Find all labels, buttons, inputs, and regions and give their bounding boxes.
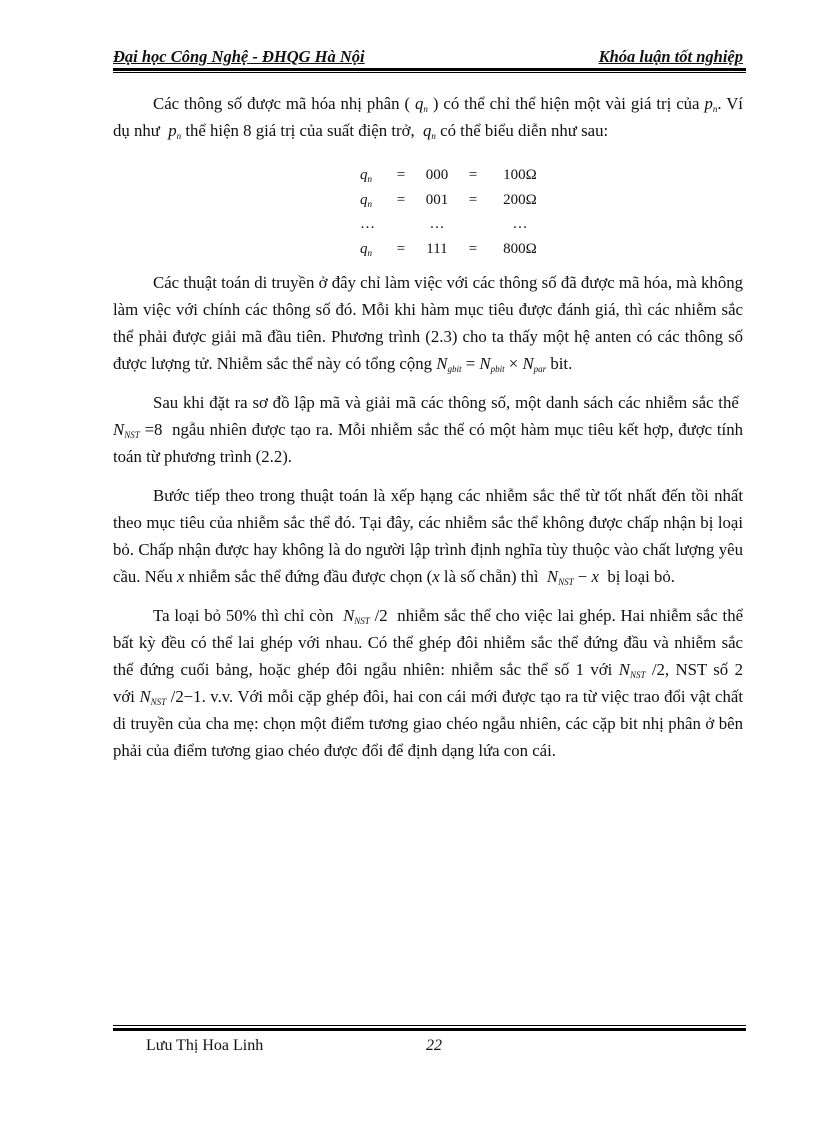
encoding-equation <box>360 163 550 261</box>
footer-page-number: 22 <box>426 1037 442 1054</box>
equation-row-3: $q_n = 111 = 800\Omega$ <box>360 240 537 258</box>
paragraph-2: Các thuật toán di truyền ở đây chỉ làm việc với các thông số đã được mã hóa, mà không làm việc với chính các thông số đó. Mỗi khi hàm mục tiêu được đánh giá, thì các nhiễm sắc thể phải được giải mã đầu tiên. Phương trình (2.3) cho ta thấy một hệ anten có các thông số được lượng tử. Nhiễm sắc thể này có tổng cộng $N_{gbit} = N_{pbit} \times N_{par}$ bit. <box>113 273 743 374</box>
footer-rule-thick <box>113 1028 746 1031</box>
header-rule-thin <box>113 72 746 73</box>
paragraph-1: Các thông số được mã hóa nhị phân ( $q_n$ ) có thể chỉ thể hiện một vài giá trị của $p_n$. Ví dụ như $p_n$ thể hiện 8 giá trị của suất điện trở, $q_n$ có thể biểu diễn như sau: <box>113 94 743 141</box>
equation-row-2: $q_n = 001 = 200\Omega$ <box>360 191 537 209</box>
equation-row-ellipsis: … … … <box>360 216 528 232</box>
paragraph-3: Sau khi đặt ra sơ đồ lập mã và giải mã các thông số, một danh sách các nhiễm sắc thể $N_{NST} =8$ ngẫu nhiên được tạo ra. Mỗi nhiễm sắc thể có một hàm mục tiêu kết hợp, được tính toán từ phương trình (2.2). <box>113 393 744 466</box>
footer-author: Lưu Thị Hoa Linh <box>146 1037 264 1054</box>
equation-row-1: $q_n = 000 = 100\Omega$ <box>360 167 537 184</box>
header-rule-thick <box>113 68 746 71</box>
page-header <box>113 47 743 67</box>
header-thesis-type: Khóa luận tốt nghiệp <box>598 47 743 66</box>
paragraph-4: Bước tiếp theo trong thuật toán là xếp hạng các nhiễm sắc thể từ tốt nhất đến tồi nhất theo mục tiêu của nhiễm sắc thể đó. Tại đây, các nhiễm sắc thể không được chấp nhận bị loại bỏ. Chấp nhận được hay không là do người lập trình định nghĩa tùy thuộc vào chất lượng yêu cầu. Nếu x nhiễm sắc thể đứng đầu được chọn (x là số chẵn) thì $N_{NST} - x$ bị loại bỏ. <box>113 486 743 587</box>
footer-rule-thin <box>113 1025 746 1026</box>
header-university: Đại học Công Nghệ - ĐHQG Hà Nội <box>113 47 365 66</box>
paragraph-5: Ta loại bỏ 50% thì chỉ còn $N_{NST}$ /2 nhiễm sắc thể cho việc lai ghép. Hai nhiễm sắc thể bất kỳ đều có thể lai ghép với nhau. Có thể ghép đôi nhiễm sắc thể đứng đầu và nhiễm sắc thể đứng cuối bảng, hoặc ghép đôi ngẫu nhiên: nhiễm sắc thể số 1 với $N_{NST}$ /2, NST số 2 với $N_{NST}$ /2−1. v.v. Với mỗi cặp ghép đôi, hai con cái mới được tạo ra từ việc trao đổi vật chất di truyền của cha mẹ: chọn một điểm tương giao chéo ngẫu nhiên, các cặp bit nhị phân ở bên phải của điểm tương giao chéo được đổi để định dạng lứa con cái. <box>113 606 744 760</box>
